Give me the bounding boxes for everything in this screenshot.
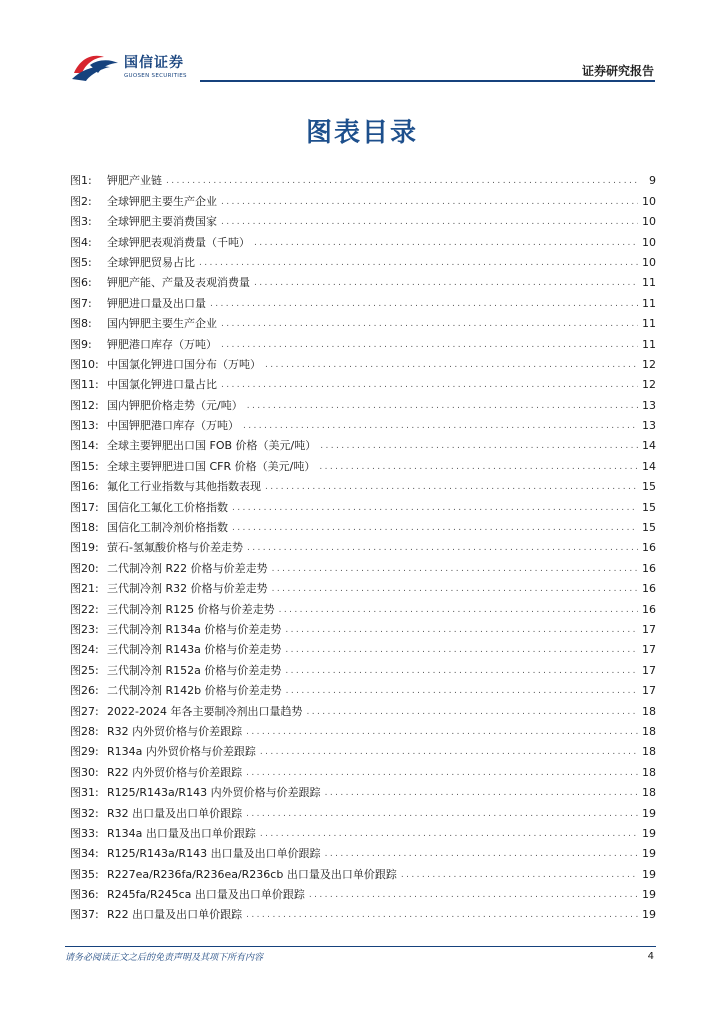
toc-page-number: 19 [642, 847, 656, 861]
dot-leader [325, 786, 638, 800]
toc-entry-title [70, 725, 242, 739]
toc-entry[interactable] [70, 800, 656, 820]
figure-caption: 三代制冷剂 R152a 价格与价差走势 [107, 663, 282, 677]
figure-number: 图1: [70, 174, 92, 188]
figure-caption: 国内钾肥价格走势（元/吨） [107, 398, 243, 412]
toc-page-number: 10 [642, 194, 656, 208]
dot-leader [246, 766, 638, 780]
toc-page-number: 9 [649, 174, 656, 188]
figure-caption: 国信化工氟化工价格指数 [107, 500, 228, 514]
dot-leader [260, 827, 638, 841]
figure-number: 图12: [70, 398, 99, 412]
toc-page-number: 14 [642, 459, 656, 473]
toc-page-number: 18 [642, 786, 656, 800]
toc-entry[interactable] [70, 250, 656, 270]
dot-leader [306, 705, 638, 719]
toc-entry-title [70, 847, 321, 861]
toc-entry-title [70, 256, 195, 270]
figure-number: 图34: [70, 847, 99, 861]
brand-name-en: GUOSEN SECURITIES [124, 72, 187, 79]
toc-entry[interactable] [70, 433, 656, 453]
figure-number: 图15: [70, 459, 99, 473]
dot-leader [265, 358, 638, 372]
dot-leader [285, 623, 638, 637]
figure-number: 图14: [70, 439, 99, 453]
toc-entry[interactable] [70, 759, 656, 779]
toc-entry[interactable] [70, 841, 656, 861]
figure-number: 图21: [70, 582, 99, 596]
toc-entry[interactable] [70, 698, 656, 718]
figure-number: 图3: [70, 215, 92, 229]
figure-number: 图13: [70, 419, 99, 433]
toc-entry[interactable] [70, 168, 656, 188]
figure-caption: 全球钾肥贸易占比 [107, 255, 195, 269]
figure-caption: 二代制冷剂 R22 价格与价差走势 [107, 561, 268, 575]
toc-page-number: 11 [642, 276, 656, 290]
figure-caption: 全球主要钾肥出口国 FOB 价格（美元/吨） [107, 439, 317, 453]
toc-entry-title [70, 705, 302, 719]
figure-caption: 三代制冷剂 R134a 价格与价差走势 [107, 622, 282, 636]
toc-page-number: 10 [642, 215, 656, 229]
dot-leader [210, 297, 638, 311]
toc-entry[interactable] [70, 657, 656, 677]
figure-number: 图36: [70, 888, 99, 902]
toc-entry[interactable] [70, 861, 656, 881]
figure-number: 图8: [70, 317, 92, 331]
figure-number: 图4: [70, 235, 92, 249]
toc-entry[interactable] [70, 494, 656, 514]
toc-entry[interactable] [70, 229, 656, 249]
dot-leader [272, 582, 638, 596]
dot-leader [246, 807, 638, 821]
toc-entry-title [70, 684, 282, 698]
toc-entry-title [70, 888, 305, 902]
toc-entry[interactable] [70, 392, 656, 412]
toc-entry[interactable] [70, 372, 656, 392]
toc-entry-title [70, 358, 261, 372]
figure-caption: R32 内外贸价格与价差跟踪 [107, 724, 243, 738]
dot-leader [199, 256, 638, 270]
toc-entry-title [70, 827, 256, 841]
toc-entry-title [70, 378, 217, 392]
toc-page-number: 10 [642, 255, 656, 269]
toc-entry[interactable] [70, 413, 656, 433]
report-type-label: 证券研究报告 [581, 64, 654, 78]
figure-number: 图32: [70, 806, 99, 820]
toc-entry[interactable] [70, 188, 656, 208]
toc-entry-title [70, 297, 206, 311]
figure-number: 图29: [70, 745, 99, 759]
figure-caption: 中国氯化钾进口量占比 [107, 378, 217, 392]
toc-entry[interactable] [70, 719, 656, 739]
figure-number: 图6: [70, 276, 92, 290]
toc-entry-title [70, 174, 162, 188]
toc-entry-title [70, 745, 256, 759]
dot-leader [232, 501, 638, 515]
footer-divider [65, 946, 656, 947]
toc-entry-title [70, 807, 242, 821]
dot-leader [221, 378, 638, 392]
figure-caption: R134a 出口量及出口单价跟踪 [107, 826, 256, 840]
figure-number: 图31: [70, 786, 99, 800]
figure-number: 图22: [70, 602, 99, 616]
toc-entry-title [70, 664, 281, 678]
toc-entry-title [70, 338, 217, 352]
toc-entry-title [70, 868, 397, 882]
figure-number: 图5: [70, 255, 92, 269]
figure-number: 图20: [70, 561, 99, 575]
toc-entry[interactable] [70, 515, 656, 535]
dot-leader [246, 908, 638, 922]
figure-caption: 三代制冷剂 R32 价格与价差走势 [107, 582, 268, 596]
toc-entry-title [70, 317, 217, 331]
toc-page-number: 11 [642, 317, 656, 331]
toc-page-number: 11 [642, 296, 656, 310]
toc-page-number: 19 [642, 888, 656, 902]
toc-page-number: 15 [642, 500, 656, 514]
dot-leader [260, 745, 638, 759]
figure-caption: 全球钾肥主要生产企业 [107, 194, 217, 208]
toc-entry[interactable] [70, 270, 656, 290]
toc-entry[interactable] [70, 637, 656, 657]
toc-page-number: 15 [642, 521, 656, 535]
header-divider [200, 80, 655, 82]
dot-leader [319, 460, 638, 474]
toc-entry-title [70, 541, 243, 555]
figure-number: 图9: [70, 337, 92, 351]
toc-entry-title [70, 195, 217, 209]
dot-leader [320, 439, 638, 453]
toc-page-number: 17 [642, 643, 656, 657]
dot-leader [247, 541, 638, 555]
toc-page-number: 15 [642, 480, 656, 494]
guosen-logo-icon [70, 51, 120, 83]
toc-entry[interactable] [70, 555, 656, 575]
toc-page-number: 17 [642, 663, 656, 677]
figure-caption: 中国钾肥港口库存（万吨） [107, 419, 239, 433]
dot-leader [247, 399, 638, 413]
toc-page-number: 18 [642, 765, 656, 779]
figure-caption: 钾肥产能、产量及表观消费量 [107, 276, 250, 290]
dot-leader [309, 888, 638, 902]
toc-entry-title [70, 623, 281, 637]
dot-leader [221, 338, 638, 352]
figure-number: 图28: [70, 724, 99, 738]
dot-leader [232, 521, 638, 535]
figure-caption: 萤石-氢氟酸价格与价差走势 [107, 541, 243, 555]
toc-entry[interactable] [70, 290, 656, 310]
figure-caption: R134a 内外贸价格与价差跟踪 [107, 745, 256, 759]
dot-leader [401, 868, 638, 882]
figure-caption: R32 出口量及出口单价跟踪 [107, 806, 243, 820]
toc-page-number: 19 [642, 867, 656, 881]
figure-caption: 国信化工制冷剂价格指数 [107, 521, 228, 535]
figure-caption: 中国氯化钾进口国分布（万吨） [107, 357, 261, 371]
dot-leader [286, 684, 638, 698]
toc-page-number: 16 [642, 582, 656, 596]
figure-caption: R125/R143a/R143 内外贸价格与价差跟踪 [107, 786, 321, 800]
toc-page-number: 16 [642, 561, 656, 575]
toc-page-number: 12 [642, 378, 656, 392]
toc-entry-title [70, 480, 261, 494]
figure-caption: 2022-2024 年各主要制冷剂出口量趋势 [107, 704, 303, 718]
toc-entry[interactable] [70, 902, 656, 922]
toc-entry[interactable] [70, 617, 656, 637]
figure-number: 图30: [70, 765, 99, 779]
figure-caption: R227ea/R236fa/R236ea/R236cb 出口量及出口单价跟踪 [107, 867, 397, 881]
figure-caption: 全球钾肥表观消费量（千吨） [107, 235, 250, 249]
toc-page-number: 12 [642, 357, 656, 371]
toc-entry[interactable] [70, 780, 656, 800]
toc-page-number: 17 [642, 684, 656, 698]
toc-entry[interactable] [70, 596, 656, 616]
toc-page-number: 11 [642, 337, 656, 351]
figure-caption: 全球钾肥主要消费国家 [107, 215, 217, 229]
dot-leader [221, 215, 638, 229]
toc-entry[interactable] [70, 453, 656, 473]
figure-caption: 钾肥产业链 [107, 174, 162, 188]
figure-number: 图27: [70, 704, 99, 718]
figure-caption: 钾肥进口量及出口量 [107, 296, 206, 310]
figure-caption: R22 出口量及出口单价跟踪 [107, 908, 243, 922]
toc-page-number: 19 [642, 806, 656, 820]
dot-leader [285, 643, 638, 657]
guosen-logo [70, 50, 210, 84]
toc-page-number: 18 [642, 745, 656, 759]
figure-number: 图25: [70, 663, 99, 677]
toc-entry[interactable] [70, 821, 656, 841]
figure-number: 图16: [70, 480, 99, 494]
page-header [0, 0, 724, 90]
dot-leader [221, 317, 638, 331]
toc-entry-title [70, 766, 242, 780]
figure-caption: 氟化工行业指数与其他指数表现 [107, 480, 261, 494]
brand-name: 国信证券 [124, 54, 184, 71]
toc-entry-title [70, 603, 275, 617]
toc-entry-title [70, 786, 321, 800]
dot-leader [166, 174, 640, 188]
figure-caption: 三代制冷剂 R125 价格与价差走势 [107, 602, 275, 616]
toc-entry-title [70, 215, 217, 229]
toc-page-number: 10 [642, 235, 656, 249]
toc-entry[interactable] [70, 474, 656, 494]
dot-leader [254, 236, 638, 250]
toc-page-number: 14 [642, 439, 656, 453]
dot-leader [279, 603, 638, 617]
page-number: 4 [647, 951, 654, 962]
toc-page-number: 13 [642, 398, 656, 412]
toc-page-number: 19 [642, 826, 656, 840]
figure-number: 图19: [70, 541, 99, 555]
toc-entry[interactable] [70, 535, 656, 555]
figure-number: 图24: [70, 643, 99, 657]
figure-number: 图33: [70, 826, 99, 840]
toc-entry[interactable] [70, 331, 656, 351]
toc-entry-title [70, 521, 228, 535]
toc-page-number: 16 [642, 541, 656, 555]
figure-number: 图37: [70, 908, 99, 922]
dot-leader [254, 276, 638, 290]
toc-entry[interactable] [70, 352, 656, 372]
toc-entry[interactable] [70, 678, 656, 698]
toc-entry-title [70, 276, 250, 290]
figure-number: 图23: [70, 622, 99, 636]
toc-entry[interactable] [70, 311, 656, 331]
toc-page-number: 16 [642, 602, 656, 616]
figure-number: 图2: [70, 194, 92, 208]
dot-leader [325, 847, 638, 861]
figure-caption: 国内钾肥主要生产企业 [107, 317, 217, 331]
figure-list [70, 168, 656, 922]
toc-entry-title [70, 399, 243, 413]
figure-caption: 二代制冷剂 R142b 价格与价差走势 [107, 684, 282, 698]
toc-entry-title [70, 439, 316, 453]
dot-leader [265, 480, 638, 494]
toc-entry-title [70, 460, 315, 474]
toc-entry[interactable] [70, 209, 656, 229]
figure-caption: R22 内外贸价格与价差跟踪 [107, 765, 243, 779]
toc-page-number: 13 [642, 419, 656, 433]
figure-number: 图18: [70, 521, 99, 535]
figure-number: 图26: [70, 684, 99, 698]
toc-page-number: 18 [642, 724, 656, 738]
toc-page-number: 19 [642, 908, 656, 922]
page-title: 图表目录 [305, 118, 418, 148]
figure-number: 图35: [70, 867, 99, 881]
toc-entry-title [70, 562, 268, 576]
toc-entry[interactable] [70, 576, 656, 596]
dot-leader [221, 195, 638, 209]
toc-entry-title [70, 908, 242, 922]
figure-caption: 三代制冷剂 R143a 价格与价差走势 [107, 643, 282, 657]
figure-number: 图11: [70, 378, 99, 392]
dot-leader [243, 419, 638, 433]
figure-caption: 全球主要钾肥进口国 CFR 价格（美元/吨） [107, 459, 316, 473]
toc-page-number: 18 [642, 704, 656, 718]
figure-caption: 钾肥港口库存（万吨） [107, 337, 217, 351]
figure-number: 图7: [70, 296, 92, 310]
toc-entry-title [70, 236, 250, 250]
dot-leader [246, 725, 638, 739]
dot-leader [272, 562, 638, 576]
toc-entry[interactable] [70, 882, 656, 902]
toc-entry-title [70, 419, 239, 433]
toc-entry-title [70, 643, 281, 657]
figure-number: 图17: [70, 500, 99, 514]
toc-entry-title [70, 582, 268, 596]
toc-entry-title [70, 501, 228, 515]
disclaimer-note: 请务必阅读正文之后的免责声明及其项下所有内容 [65, 953, 264, 963]
toc-entry[interactable] [70, 739, 656, 759]
figure-caption: R245fa/R245ca 出口量及出口单价跟踪 [107, 888, 305, 902]
figure-number: 图10: [70, 357, 99, 371]
dot-leader [285, 664, 638, 678]
toc-page-number: 17 [642, 622, 656, 636]
figure-caption: R125/R143a/R143 出口量及出口单价跟踪 [107, 847, 321, 861]
